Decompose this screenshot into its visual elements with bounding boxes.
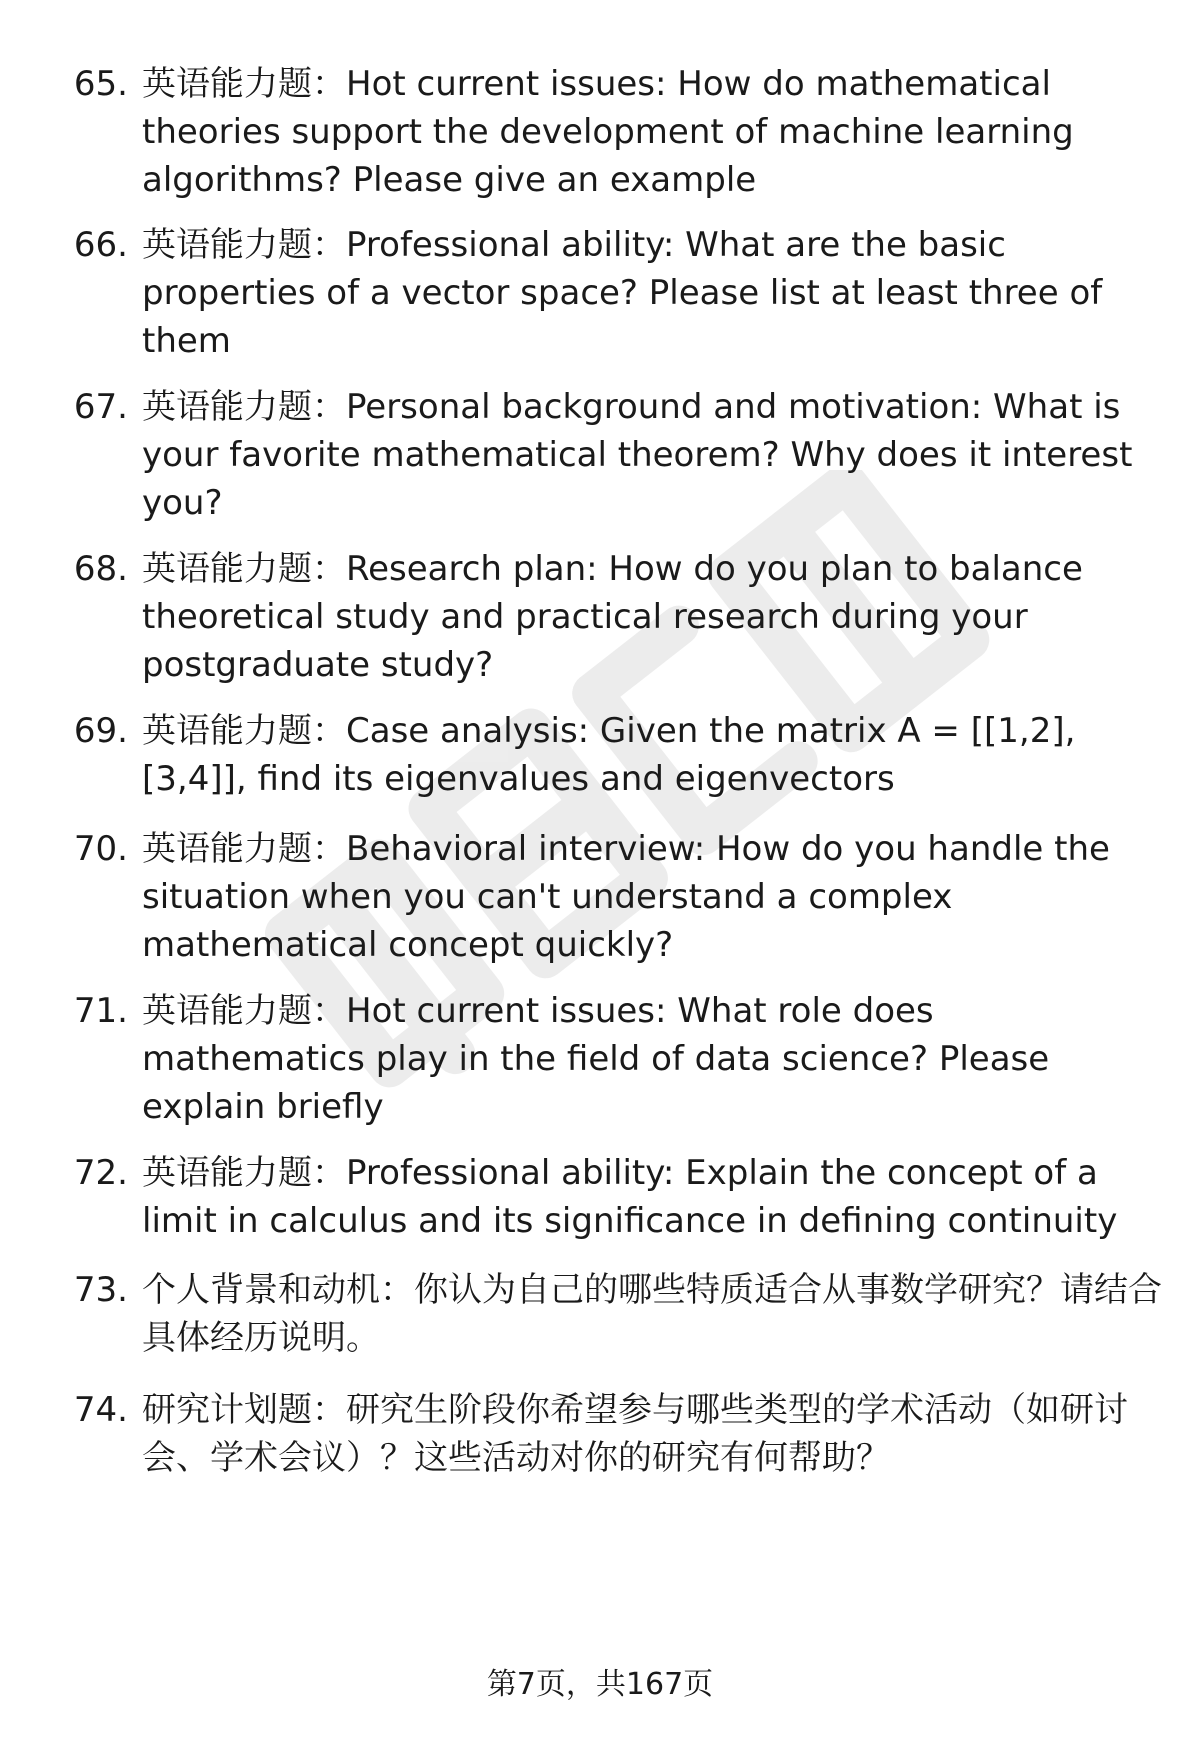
question-text: 英语能力题：Hot current issues: What role does mathematics play in the field of data science? Please explain briefly [142, 991, 1050, 1127]
question-text: 研究计划题：研究生阶段你希望参与哪些类型的学术活动（如研讨会、学术会议）？这些活动对你的研究有何帮助？ [142, 1390, 1128, 1478]
question-text: 英语能力题：Hot current issues: How do mathematical theories support the development of machine learning algorithms? Please give an example [142, 64, 1074, 200]
question-text: 英语能力题：Personal background and motivation: What is your favorite mathematical theorem? Why does it interest you? [142, 387, 1133, 523]
list-item [0, 707, 1200, 803]
page-footer: 第7页，共167页 [486, 1667, 714, 1702]
question-number: 72. [73, 1153, 128, 1193]
question-text: 英语能力题：Professional ability: What are the basic properties of a vector space? Please list at least three of them [142, 225, 1103, 361]
question-number: 74. [73, 1390, 128, 1430]
question-text: 英语能力题：Behavioral interview: How do you handle the situation when you can't understand a complex mathematical concept quickly? [142, 829, 1110, 965]
question-text: 英语能力题：Professional ability: Explain the concept of a limit in calculus and its significance in defining continuity [142, 1153, 1118, 1241]
list-item [0, 221, 1200, 365]
question-number: 70. [73, 829, 128, 869]
list-item [0, 545, 1200, 689]
question-number: 67. [73, 387, 128, 427]
list-item [0, 1149, 1200, 1245]
list-item [0, 1266, 1200, 1362]
list-item [0, 825, 1200, 969]
question-number: 65. [73, 64, 128, 104]
question-number: 71. [73, 991, 128, 1031]
question-number: 66. [73, 225, 128, 265]
list-item [0, 1386, 1200, 1482]
question-number: 68. [73, 549, 128, 589]
question-text: 英语能力题：Research plan: How do you plan to balance theoretical study and practical research during your postgraduate study? [142, 549, 1083, 685]
question-text: 个人背景和动机：你认为自己的哪些特质适合从事数学研究？请结合具体经历说明。 [142, 1270, 1162, 1358]
question-text: 英语能力题：Case analysis: Given the matrix A = [[1,2],[3,4]], find its eigenvalues and eigenvectors [142, 711, 1076, 799]
list-item [0, 383, 1200, 527]
list-item [0, 987, 1200, 1131]
question-number: 69. [73, 711, 128, 751]
question-number: 73. [73, 1270, 128, 1310]
list-item [0, 60, 1200, 204]
